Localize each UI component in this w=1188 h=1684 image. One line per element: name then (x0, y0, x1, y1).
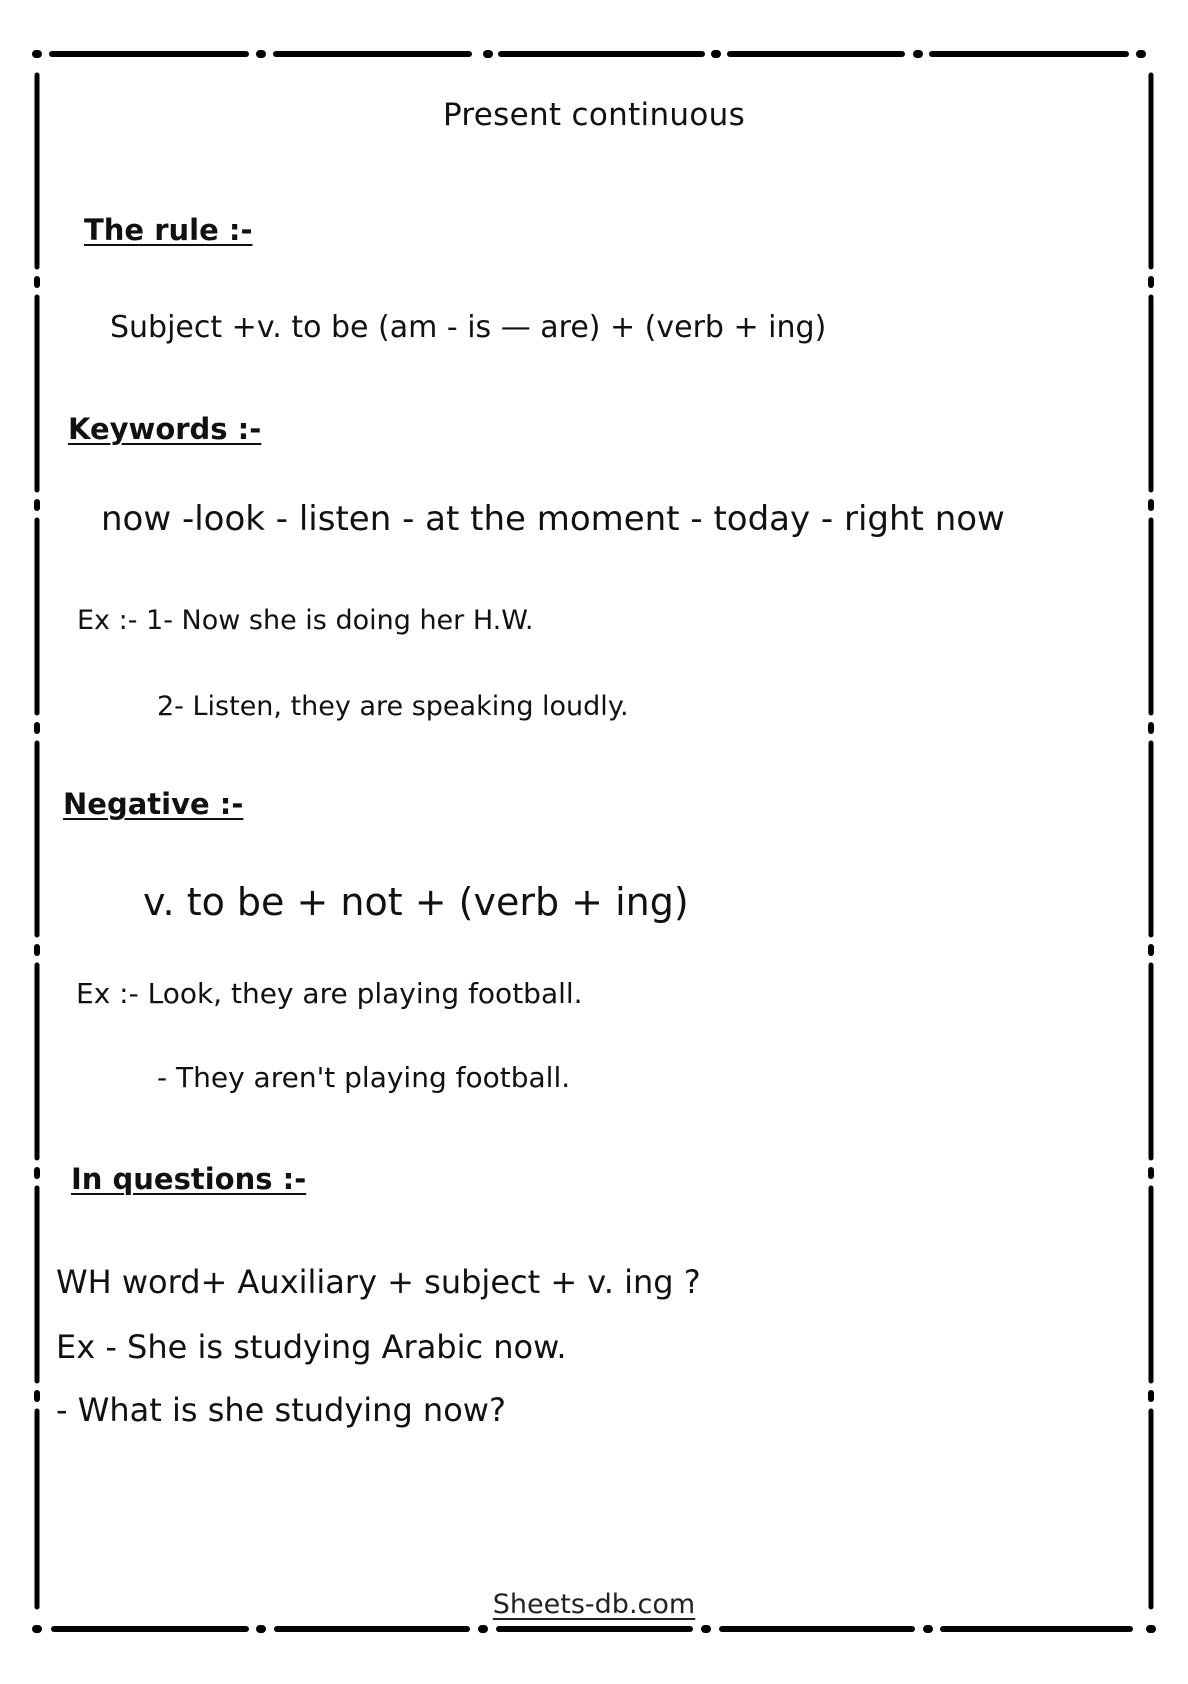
keywords-list: now -look - listen - at the moment - today - right now (101, 499, 1005, 539)
negative-formula: v. to be + not + (verb + ing) (143, 880, 689, 924)
rule-formula: Subject +v. to be (am - is — are) + (verb + ing) (110, 310, 827, 345)
questions-heading: In questions :- (71, 1162, 307, 1196)
footer-watermark-link[interactable]: Sheets-db.com (492, 1589, 696, 1620)
questions-example-1: Ex - She is studying Arabic now. (56, 1328, 567, 1366)
negative-heading: Negative :- (63, 787, 244, 821)
questions-example-2: - What is she studying now? (56, 1391, 506, 1429)
rule-heading: The rule :- (84, 213, 253, 247)
negative-example-2: - They aren't playing football. (157, 1061, 571, 1094)
footer (0, 1591, 1188, 1618)
keywords-example-2: 2- Listen, they are speaking loudly. (157, 691, 629, 722)
keywords-example-1: Ex :- 1- Now she is doing her H.W. (77, 605, 534, 636)
page-title: Present continuous (442, 97, 746, 133)
keywords-heading: Keywords :- (68, 412, 262, 446)
questions-formula: WH word+ Auxiliary + subject + v. ing ? (56, 1263, 701, 1301)
negative-example-1: Ex :- Look, they are playing football. (76, 977, 583, 1010)
